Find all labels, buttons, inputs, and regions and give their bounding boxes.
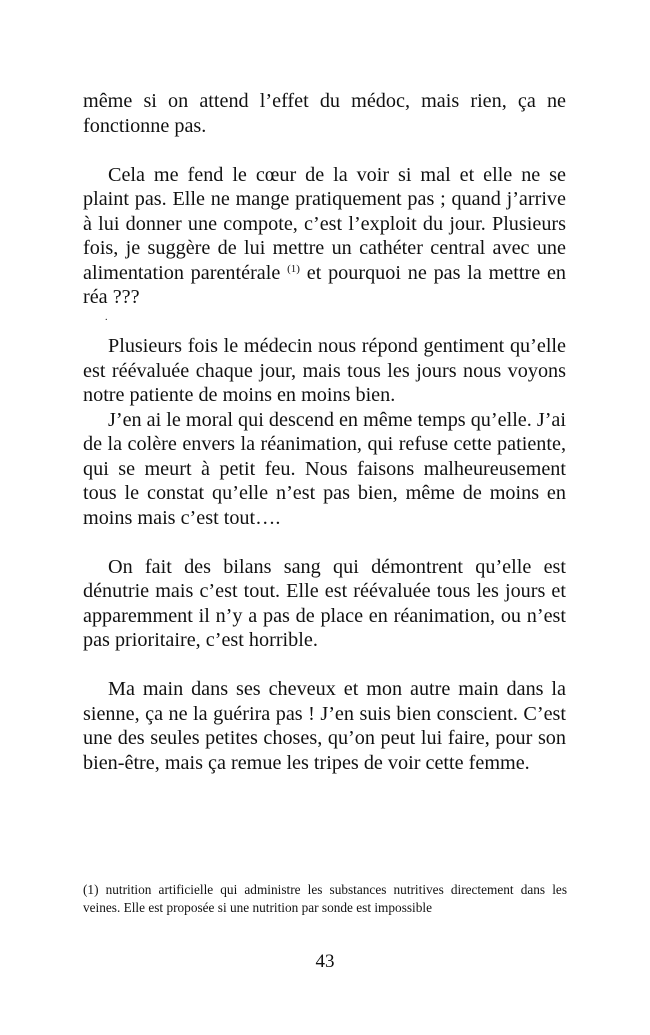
paragraph-moral: J’en ai le moral qui descend en même temps qu’elle. J’ai de la colère envers la réanimation, qui refuse cette patiente, qui se meurt à petit feu. Nous faisons malheureusement tous le constat qu’elle n’est pas bien, même de moins en moins mais c’est tout…. xyxy=(83,408,566,529)
paragraph-blood-tests: On fait des bilans sang qui démontrent qu’elle est dénutrie mais c’est tout. Elle est réévaluée tous les jours et apparemment il n’y a pas de place en réanimation, ou n’est pas prioritaire, c’est horrible. xyxy=(83,555,566,651)
paragraph-heart-text: Cela me fend le cœur de la voir si mal et elle ne se plaint pas. Elle ne mange pratiquement pas ; quand j’arrive à lui donner une compote, c’est l’exploit du jour. Plusieurs fois, je suggère de lui mettre un cathéter central avec une alimentation parentérale xyxy=(83,163,566,284)
stray-mark: . xyxy=(105,311,108,323)
body-text xyxy=(83,89,566,775)
footnote-reference: (1) xyxy=(287,262,300,275)
stray-mark-line xyxy=(83,310,566,335)
footnote: (1) nutrition artificielle qui administre les substances nutritives directement dans les veines. Elle est proposée si une nutrition par sonde est impossible xyxy=(83,882,567,915)
paragraph-hand: Ma main dans ses cheveux et mon autre main dans la sienne, ça ne la guérira pas ! J’en suis bien conscient. C’est une des seules petites choses, qu’on peut lui faire, pour son bien-être, mais ça remue les tripes de voir cette femme. xyxy=(83,678,566,774)
paragraph-continuation: même si on attend l’effet du médoc, mais rien, ça ne fonctionne pas. xyxy=(83,90,566,137)
paragraph-doctor: Plusieurs fois le médecin nous répond gentiment qu’elle est réévaluée chaque jour, mais tous les jours nous voyons notre patiente de moins en moins bien. xyxy=(83,335,566,406)
page-number: 43 xyxy=(315,951,335,972)
paragraph-heart xyxy=(83,163,566,310)
paragraph-heart-text-end: et pourquoi ne pas la mettre en réa ??? xyxy=(83,261,566,308)
